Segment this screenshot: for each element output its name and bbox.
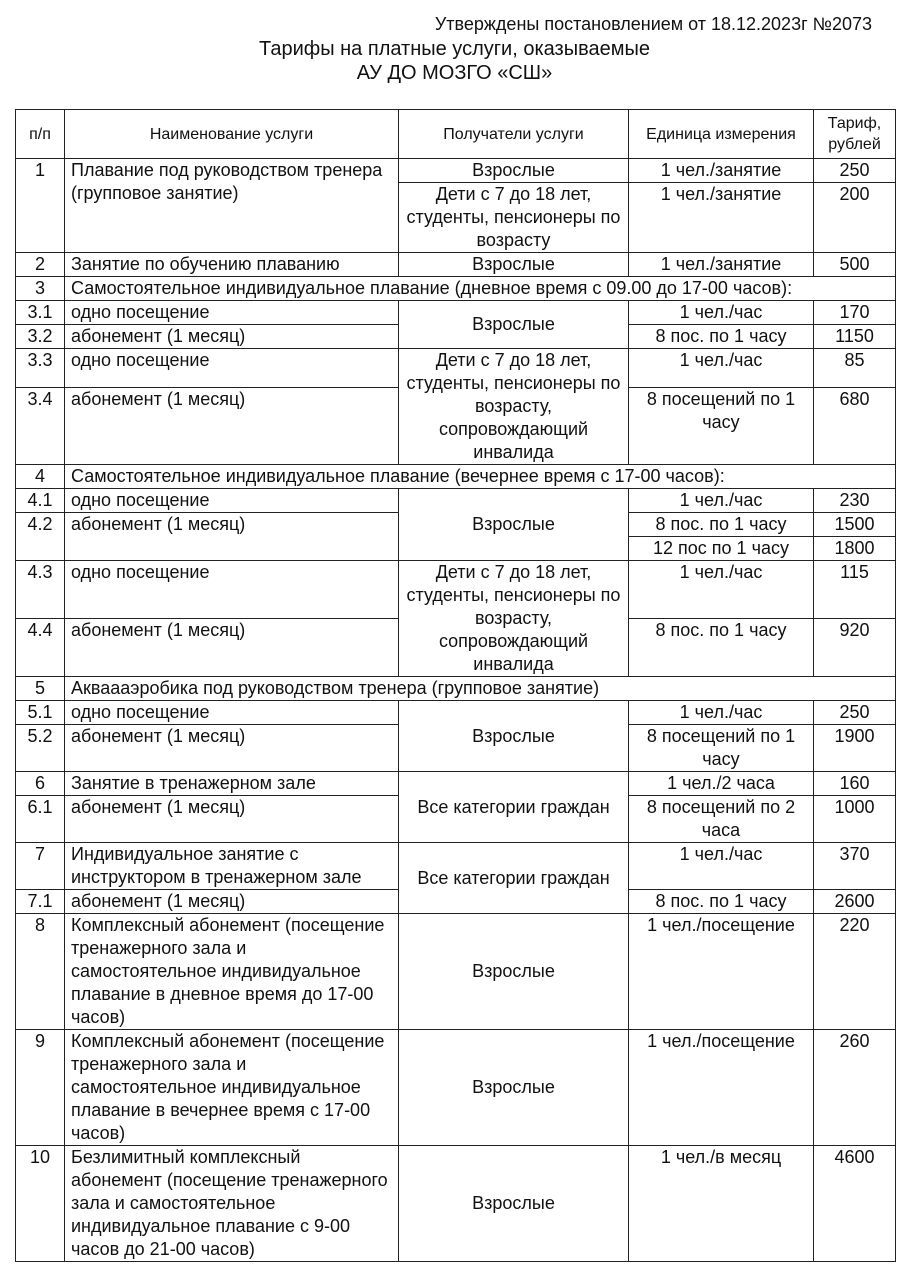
row-num: 4	[16, 465, 65, 489]
table-row	[16, 349, 896, 388]
row-num: 5.2	[16, 725, 65, 772]
section-title: Акваааэробика под руководством тренера (групповое занятие)	[65, 677, 896, 701]
table-header-row	[16, 110, 896, 159]
document-title-line1: Тарифы на платные услуги, оказываемые	[259, 38, 650, 60]
price: 1000	[814, 796, 896, 843]
service-name: абонемент (1 месяц)	[65, 619, 399, 677]
service-name: абонемент (1 месяц)	[65, 796, 399, 843]
header-num: п/п	[16, 110, 65, 159]
table-row	[16, 843, 896, 890]
unit: 1 чел./час	[629, 301, 814, 325]
service-name: одно посещение	[65, 349, 399, 388]
service-name: Плавание под руководством тренера (групповое занятие)	[65, 159, 399, 253]
table-row	[16, 914, 896, 1030]
recipients: Все категории граждан	[399, 772, 629, 843]
unit: 12 пос по 1 часу	[629, 537, 814, 561]
unit: 1 чел./час	[629, 561, 814, 619]
unit: 8 пос. по 1 часу	[629, 890, 814, 914]
price: 1150	[814, 325, 896, 349]
service-name: одно посещение	[65, 489, 399, 513]
table-row	[16, 301, 896, 325]
recipients: Взрослые	[399, 1146, 629, 1262]
price: 920	[814, 619, 896, 677]
row-num: 4.1	[16, 489, 65, 513]
price: 260	[814, 1030, 896, 1146]
service-name: Комплексный абонемент (посещение тренажерного зала и самостоятельное индивидуальное плавание в дневное время до 17-00 часов)	[65, 914, 399, 1030]
unit: 1 чел./занятие	[629, 159, 814, 183]
section-row	[16, 677, 896, 701]
unit: 1 чел./в месяц	[629, 1146, 814, 1262]
unit: 1 чел./час	[629, 843, 814, 890]
row-num: 4.2	[16, 513, 65, 561]
unit: 8 пос. по 1 часу	[629, 619, 814, 677]
price: 1900	[814, 725, 896, 772]
recipients: Дети с 7 до 18 лет, студенты, пенсионеры по возрасту	[399, 183, 629, 253]
row-num: 5	[16, 677, 65, 701]
service-name: абонемент (1 месяц)	[65, 513, 399, 561]
recipients: Взрослые	[399, 159, 629, 183]
section-row	[16, 277, 896, 301]
service-name: Занятие в тренажерном зале	[65, 772, 399, 796]
recipients: Дети с 7 до 18 лет, студенты, пенсионеры по возрасту, сопровождающий инвалида	[399, 561, 629, 677]
table-row	[16, 772, 896, 796]
price: 2600	[814, 890, 896, 914]
unit: 1 чел./посещение	[629, 914, 814, 1030]
service-name: одно посещение	[65, 301, 399, 325]
service-name: одно посещение	[65, 701, 399, 725]
unit: 1 чел./занятие	[629, 183, 814, 253]
row-num: 5.1	[16, 701, 65, 725]
header-service-name: Наименование услуги	[65, 110, 399, 159]
approval-note: Утверждены постановлением от 18.12.2023г №2073	[434, 14, 872, 34]
row-num: 6	[16, 772, 65, 796]
row-num: 4.3	[16, 561, 65, 619]
table-row	[16, 1030, 896, 1146]
price: 1500	[814, 513, 896, 537]
price: 170	[814, 301, 896, 325]
price: 200	[814, 183, 896, 253]
price: 220	[814, 914, 896, 1030]
price: 1800	[814, 537, 896, 561]
row-num: 2	[16, 253, 65, 277]
table-row	[16, 489, 896, 513]
price: 680	[814, 388, 896, 465]
row-num: 8	[16, 914, 65, 1030]
row-num: 3.2	[16, 325, 65, 349]
header-recipients: Получатели услуги	[399, 110, 629, 159]
service-name: Комплексный абонемент (посещение тренажерного зала и самостоятельное индивидуальное плавание в вечернее время с 17-00 часов)	[65, 1030, 399, 1146]
row-num: 3.1	[16, 301, 65, 325]
unit: 8 посещений по 1 часу	[629, 388, 814, 465]
row-num: 3.4	[16, 388, 65, 465]
tariff-table	[15, 109, 896, 1262]
table-row	[16, 1146, 896, 1262]
table-row	[16, 701, 896, 725]
price: 230	[814, 489, 896, 513]
unit: 8 посещений по 1 часу	[629, 725, 814, 772]
recipients: Взрослые	[399, 253, 629, 277]
section-title: Самостоятельное индивидуальное плавание (дневное время с 09.00 до 17-00 часов):	[65, 277, 896, 301]
price: 250	[814, 159, 896, 183]
service-name: Безлимитный комплексный абонемент (посещение тренажерного зала и самостоятельное индивидуальное плавание с 9-00 часов до 21-00 часов)	[65, 1146, 399, 1262]
unit: 8 пос. по 1 часу	[629, 325, 814, 349]
document-title-line2: АУ ДО МОЗГО «СШ»	[356, 62, 553, 84]
service-name: абонемент (1 месяц)	[65, 725, 399, 772]
table-row	[16, 253, 896, 277]
service-name: Занятие по обучению плаванию	[65, 253, 399, 277]
row-num: 4.4	[16, 619, 65, 677]
service-name: Индивидуальное занятие с инструктором в тренажерном зале	[65, 843, 399, 890]
unit: 1 чел./час	[629, 489, 814, 513]
row-num: 10	[16, 1146, 65, 1262]
section-row	[16, 465, 896, 489]
price: 370	[814, 843, 896, 890]
recipients: Взрослые	[399, 701, 629, 772]
service-name: одно посещение	[65, 561, 399, 619]
table-row	[16, 159, 896, 183]
header-tariff: Тариф, рублей	[814, 110, 896, 159]
recipients: Все категории граждан	[399, 843, 629, 914]
service-name: абонемент (1 месяц)	[65, 388, 399, 465]
unit: 1 чел./час	[629, 701, 814, 725]
price: 160	[814, 772, 896, 796]
row-num: 6.1	[16, 796, 65, 843]
price: 85	[814, 349, 896, 388]
service-name: абонемент (1 месяц)	[65, 890, 399, 914]
unit: 1 чел./час	[629, 349, 814, 388]
price: 250	[814, 701, 896, 725]
unit: 1 чел./занятие	[629, 253, 814, 277]
recipients: Взрослые	[399, 914, 629, 1030]
row-num: 9	[16, 1030, 65, 1146]
price: 4600	[814, 1146, 896, 1262]
table-row	[16, 561, 896, 619]
row-num: 7	[16, 843, 65, 890]
service-name: абонемент (1 месяц)	[65, 325, 399, 349]
header-unit: Единица измерения	[629, 110, 814, 159]
recipients: Взрослые	[399, 301, 629, 349]
unit: 1 чел./2 часа	[629, 772, 814, 796]
recipients: Дети с 7 до 18 лет, студенты, пенсионеры по возрасту, сопровождающий инвалида	[399, 349, 629, 465]
price: 500	[814, 253, 896, 277]
recipients: Взрослые	[399, 1030, 629, 1146]
unit: 8 пос. по 1 часу	[629, 513, 814, 537]
row-num: 3.3	[16, 349, 65, 388]
row-num: 1	[16, 159, 65, 253]
section-title: Самостоятельное индивидуальное плавание (вечернее время с 17-00 часов):	[65, 465, 896, 489]
price: 115	[814, 561, 896, 619]
recipients: Взрослые	[399, 489, 629, 561]
row-num: 7.1	[16, 890, 65, 914]
row-num: 3	[16, 277, 65, 301]
unit: 1 чел./посещение	[629, 1030, 814, 1146]
unit: 8 посещений по 2 часа	[629, 796, 814, 843]
